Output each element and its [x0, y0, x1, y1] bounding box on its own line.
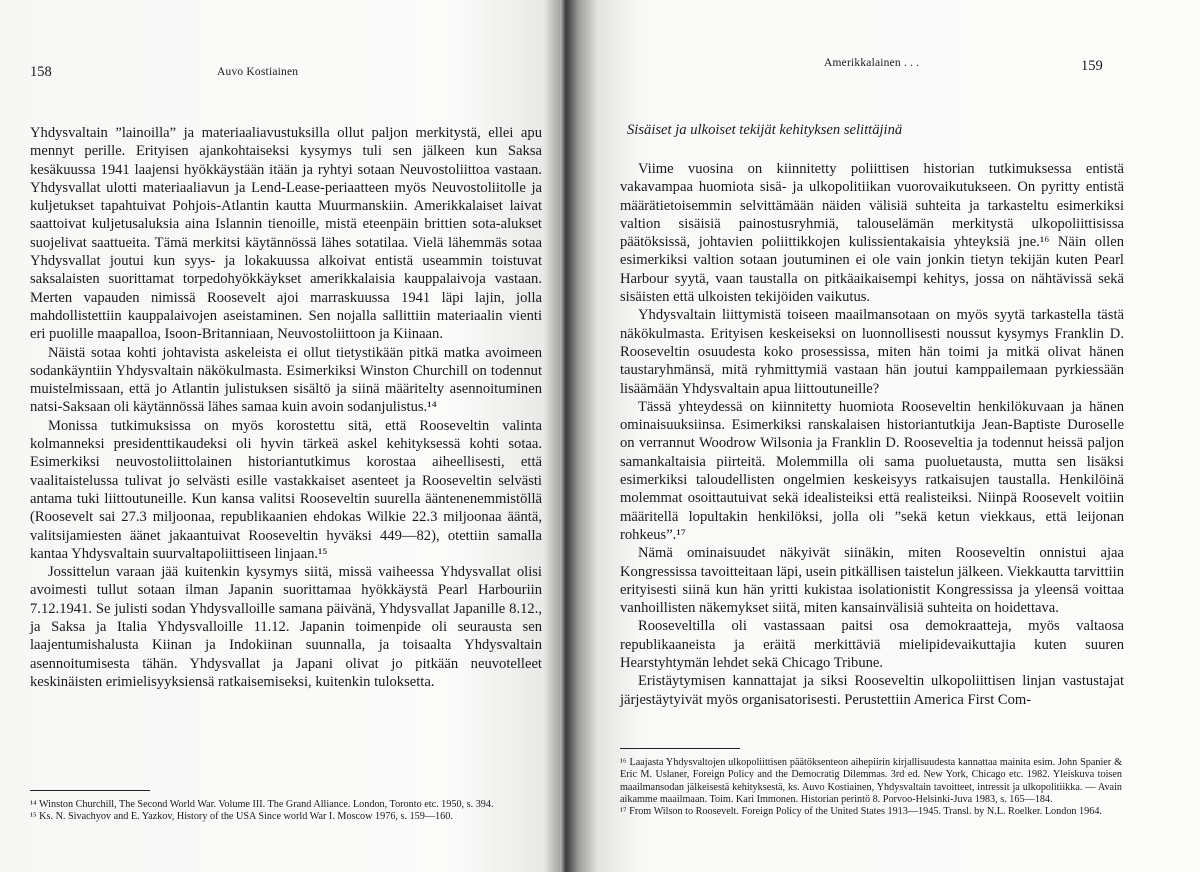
- paragraph: Yhdysvaltain ”lainoilla” ja materiaaliavustuksilla ollut paljon merkitystä, ellei apu mennyt perille. Erityisen ajankohtaiseksi kysymys tuli sen jälkeen kun Saksa kesäkuussa 1941 laajensi hyökkäystään itään ja ryhtyi sotaan Neuvostoliittoa vastaan. Yhdysvallat ulotti materiaaliavun ja Lend-Lease-periaatteen myös Neuvostoliitolle ja kuljetukset tapahtuivat Pohjois-Atlantin kautta Muurmanskiin. Amerikkalaiset laivat saattoivat kuljetusaluksia aina Islannin tienoille, mistä eteenpäin brittien sota-alukset suojelivat saattueita. Tämä merkitsi käytännössä lähes sotatilaa. Vielä lähemmäs sotaa Yhdysvallat joutui kun syys- ja lokakuussa alkoivat entistä useammin toistuvat saksalaisten suorittamat torpedohyökkäykset amerikkalaisia kauppalaivoja vastaan. Merten vapauden nimissä Roosevelt ajoi marraskuussa 1941 läpi lajin, jolla mahdollistettiin kauppalaivojen aseistaminen. Sen nojalla sallittiin materiaalin vienti eri puolille maapalloa, Isoon-Britanniaan, Neuvostoliittoon ja Kiinaan.: [30, 125, 542, 343]
- right-footnotes: [620, 757, 1122, 818]
- footnote: ¹⁵ Ks. N. Sivachyov and E. Yazkov, History of the USA Since world War I. Moscow 1976, s. 159—160.: [30, 811, 453, 823]
- paragraph: Rooseveltilla oli vastassaan paitsi osa demokraatteja, myös valtaosa republikaaneista ja eräitä merkittäviä mielipidevaikuttajia kuten suuren Hearstyhtymän lehdet sekä Chicago Tribune.: [620, 618, 1124, 672]
- paragraph: Monissa tutkimuksissa on myös korostettu sitä, että Rooseveltin valinta kolmanneksi presidenttikaudeksi oli hyvin tärkeä askel kehityksessä kohti sotaa. Esimerkiksi neuvostoliittolainen historiantutkimus korostaa aiheellisesti, että vaalitaistelussa tulivat jo selvästi esille vastakkaiset asenteet ja Rooseveltin selvästi antama tuki liittoutuneille. Kun kansa valitsi Rooseveltin suurella ääntenenemmistöllä (Roosevelt sai 27.3 miljoonaa, republikaanien ehdokas Wilkie 22.3 miljoonaa ääntä, valitsijamiesten äänet jakaantuivat Rooseveltin hyväksi 449—82), otettiin samalla kantaa Yhdysvaltain suurvaltapoliittiseen linjaan.¹⁵: [30, 417, 542, 562]
- left-footnotes: [30, 799, 540, 824]
- right-body-text: [620, 160, 1124, 709]
- paragraph: Tässä yhteydessä on kiinnitetty huomiota Rooseveltin henkilökuvaan ja hänen ominaisuuksiinsa. Esimerkiksi ranskalaisen historiantutkija Jean-Baptiste Duroselle on verrannut Woodrow Wilsonia ja Franklin D. Rooseveltia ja todennut heissä paljon samankaltaisia piirteitä. Molemmilla oli sama puoluetausta, mutta sen lisäksi esimerkiksi taloudellisten ongelmien keskeisyys ratkaisujen taustalla. Henkilöinä molemmat osoittautuivat sekä idealisteiksi että realisteiksi. Niinpä Roosevelt voitiin määritellä lopultakin henkilöksi, jolla oli ”sekä ketun viekkaus, että leijonan rohkeus”.¹⁷: [620, 398, 1124, 543]
- left-page: [0, 0, 566, 872]
- paragraph: Eristäytymisen kannattajat ja siksi Rooseveltin ulkopoliittisen linjan vastustajat järjestäytyivät myös organisatorisesti. Perustettiin America First Com-: [620, 673, 1124, 708]
- paragraph: Nämä ominaisuudet näkyivät siinäkin, miten Rooseveltin onnistui ajaa Kongressissa tavoitteitaan läpi, usein pitkällisen taistelun jälkeen. Viekkautta tarvittiin erityisesti siinä kun hän yritti kukistaa isolationistit Kongressissa ja yleensä voittaa vanhoillisten näkemykset siitä, miten kansainvälisiä suhteita on hoidettava.: [620, 545, 1124, 617]
- paragraph: Näistä sotaa kohti johtavista askeleista ei ollut tietystikään pitkä matka avoimeen sodankäyntiin Yhdysvaltain näkökulmasta. Esimerkiksi Winston Churchill on todennut muistelmissaan, että jo Atlantin julistuksen sisältö ja siinä määritelty asennoituminen natsi-Saksaan oli käytännössä lähes samaa kuin avoin sodanjulistus.¹⁴: [30, 344, 542, 416]
- footnote: ¹⁴ Winston Churchill, The Second World War. Volume III. The Grand Alliance. London, Toronto etc. 1950, s. 394.: [30, 799, 494, 810]
- footnote: ¹⁷ From Wilson to Roosevelt. Foreign Policy of the United States 1913—1945. Transl. by N.L. Roelker. London 1964.: [620, 806, 1102, 818]
- footnote: ¹⁶ Laajasta Yhdysvaltojen ulkopoliittisen päätöksenteon aihepiirin kirjallisuudesta kannattaa mainita esim. John Spanier & Eric M. Uslaner, Foreign Policy and the Democratig Dilemmas. 3rd ed. New York, Chicago etc. 1982. Yleiskuva toisen maailmansodan jälkeisestä kehityksestä, ks. Auvo Kostiainen, Yhdysvaltain tavoitteet, intressit ja ulkopolitiikka. — Avain aikamme maailmaan. Toim. Kari Immonen. Historian perintö 8. Porvoo-Helsinki-Juva 1983, s. 165—184.: [620, 757, 1122, 805]
- left-running-head: Auvo Kostiainen: [217, 66, 299, 78]
- left-page-number: 158: [30, 64, 52, 80]
- section-heading: Sisäiset ja ulkoiset tekijät kehityksen selittäjinä: [627, 122, 903, 138]
- right-page: [566, 0, 1200, 872]
- right-page-number: 159: [1081, 58, 1103, 74]
- paragraph: Viime vuosina on kiinnitetty poliittisen historian tutkimuksessa entistä vakavampaa huomiota sisä- ja ulkopolitiikan vuorovaikutukseen. On pyritty entistä määrätietoisemmin selvittämään näiden välisiä suhteita ja tarkasteltu esimerkiksi valtion sisäisiä painostusryhmiä, talouselämän merkitystä ulkopoliittisissa päätöksissä, johtavien poliittikkojen kulissientakaisia yhteyksiä jne.¹⁶ Näin ollen esimerkiksi valtion sotaan joutuminen ei ole vain jonkin tietyn tekijän kuten Pearl Harbour syytä, vaan taustalla on pitkäaikaisempi kehitys, jossa on nähtävissä sekä sisäisten että ulkoisten tekijöiden vaikutus.: [620, 161, 1124, 306]
- right-running-head: Amerikkalainen . . .: [824, 57, 920, 69]
- paragraph: Jossittelun varaan jää kuitenkin kysymys siitä, missä vaiheessa Yhdysvallat olisi avoimesti tullut sotaan ilman Japanin suorittamaa hyökkäystä Pearl Harbouriin 7.12.1941. Se julisti sodan Yhdysvalloille samana päivänä, Yhdysvallat Japanille 8.12., ja Saksa ja Italia Yhdysvalloille 11.12. Japanin toimenpide oli seurausta sen laajentumishalusta Kiinan ja Indokiinan suunnalla, ja toisaalta Yhdysvaltain asennoitumisesta tähän. Yhdysvallat ja Japani olivat jo pitkään neuvotelleet keskinäisten erimielisyyksiensä ratkaisemiseksi, kuitenkin tuloksetta.: [30, 564, 542, 690]
- paragraph: Yhdysvaltain liittymistä toiseen maailmansotaan on myös syytä tarkastella tästä näkökulmasta. Erityisen keskeiseksi on luonnollisesti noussut kysymys Franklin D. Rooseveltin osuudesta koko prosessissa, miten hän toimi ja mitkä olivat hänen taustaryhmänsä, mitä ryhmittymiä vastaan hän joutui kamppailemaan pyrkiessään lisäämään Yhdysvaltain apua liittoutuneille?: [620, 307, 1124, 397]
- footnote-rule: [30, 790, 150, 791]
- left-body-text: [30, 124, 542, 691]
- footnote-rule: [620, 748, 740, 749]
